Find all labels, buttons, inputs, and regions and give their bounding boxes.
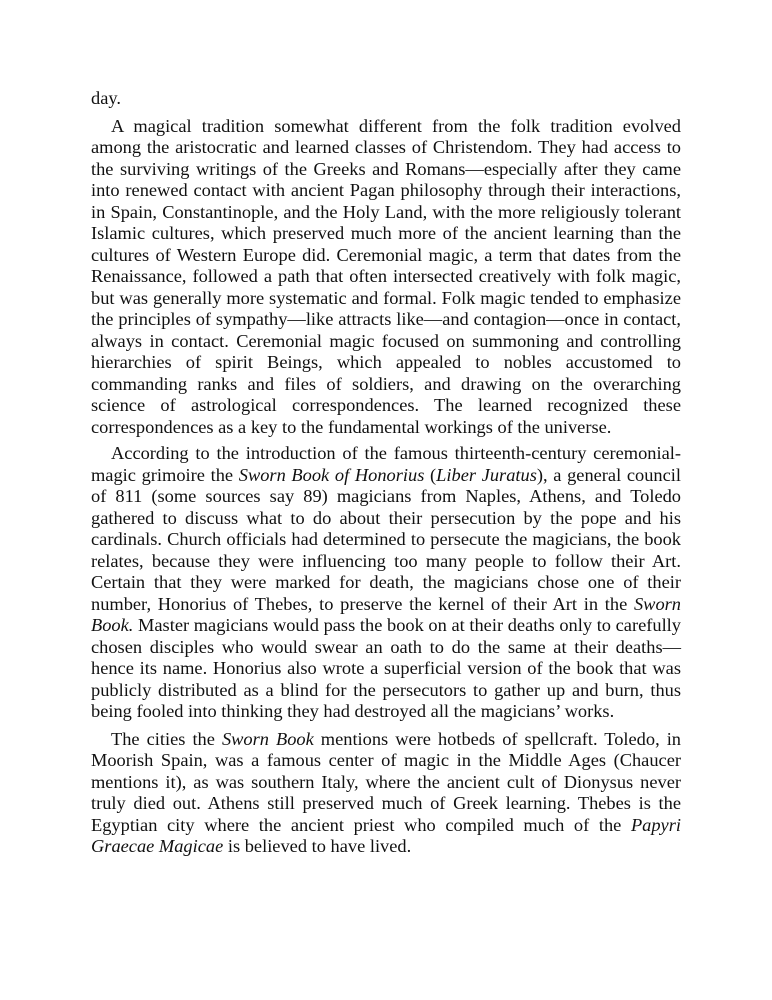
page-body [91, 88, 681, 858]
book-title-italic: Sworn Book. [91, 593, 681, 635]
paragraph-continuation [91, 88, 681, 110]
book-title-italic: Sworn Book of Honorius [238, 464, 425, 485]
paragraph-text: ( [424, 464, 437, 485]
paragraph-cities [91, 729, 681, 858]
paragraph-text: ), a general council of 811 (some sources say 89) magicians from Naples, Athens, and Toledo gathered to discuss what to do about their persecution by the pope and his cardinals. Church officials had determined to persecute the magicians, the book relates, because they were influencing too many people to follow their Art. Certain that they were marked for death, the magicians chose one of their number, Honorius of Thebes, to preserve the kernel of their Art in the [91, 464, 681, 614]
paragraph-text: According to the introduction of the famous thirteenth-century ceremonial-magic grimoire the [91, 443, 681, 485]
paragraph-text: is believed to have lived. [223, 836, 412, 856]
paragraph-text: Master magicians would pass the book on at their deaths only to carefully chosen disciples who would swear an oath to do the same at their deaths—hence its name. Honorius also wrote a superficial version of the book that was publicly distributed as a blind for the persecutors to gather up and burn, thus being fooled into thinking they had destroyed all the magicians’ works. [91, 615, 681, 721]
book-title-italic: Liber Juratus [436, 464, 537, 485]
book-title-italic: Papyri Graecae Magicae [91, 814, 681, 856]
paragraph-sworn-book [91, 443, 681, 723]
book-title-italic: Sworn Book [221, 728, 314, 749]
paragraph-text: mentions were hotbeds of spellcraft. Toledo, in Moorish Spain, was a famous center of magic in the Middle Ages (Chaucer mentions it), as was southern Italy, where the ancient cult of Dionysus never truly died out. Athens still preserved much of Greek learning. Thebes is the Egyptian city where the ancient priest who compiled much of the [91, 728, 681, 835]
paragraph-ceremonial-tradition [91, 116, 681, 439]
paragraph-text: day. [91, 88, 121, 108]
paragraph-text: A magical tradition somewhat different from the folk tradition evolved among the aristocratic and learned classes of Christendom. They had access to the surviving writings of the Greeks and Romans—especially after they came into renewed contact with ancient Pagan philosophy through their interactions, in Spain, Constantinople, and the Holy Land, with the more religiously tolerant Islamic cultures, which preserved much more of the ancient learning than the cultures of Western Europe did. Ceremonial magic, a term that dates from the Renaissance, followed a path that often intersected creatively with folk magic, but was generally more systematic and formal. Folk magic tended to emphasize the principles of sympathy—like attracts like—and contagion—once in contact, always in contact. Ceremonial magic focused on summoning and controlling hierarchies of spirit Beings, which appealed to nobles accustomed to commanding ranks and files of soldiers, and drawing on the overarching science of astrological correspondences. The learned recognized these correspondences as a key to the fundamental workings of the universe. [91, 115, 681, 437]
paragraph-text: The cities the [111, 728, 222, 749]
